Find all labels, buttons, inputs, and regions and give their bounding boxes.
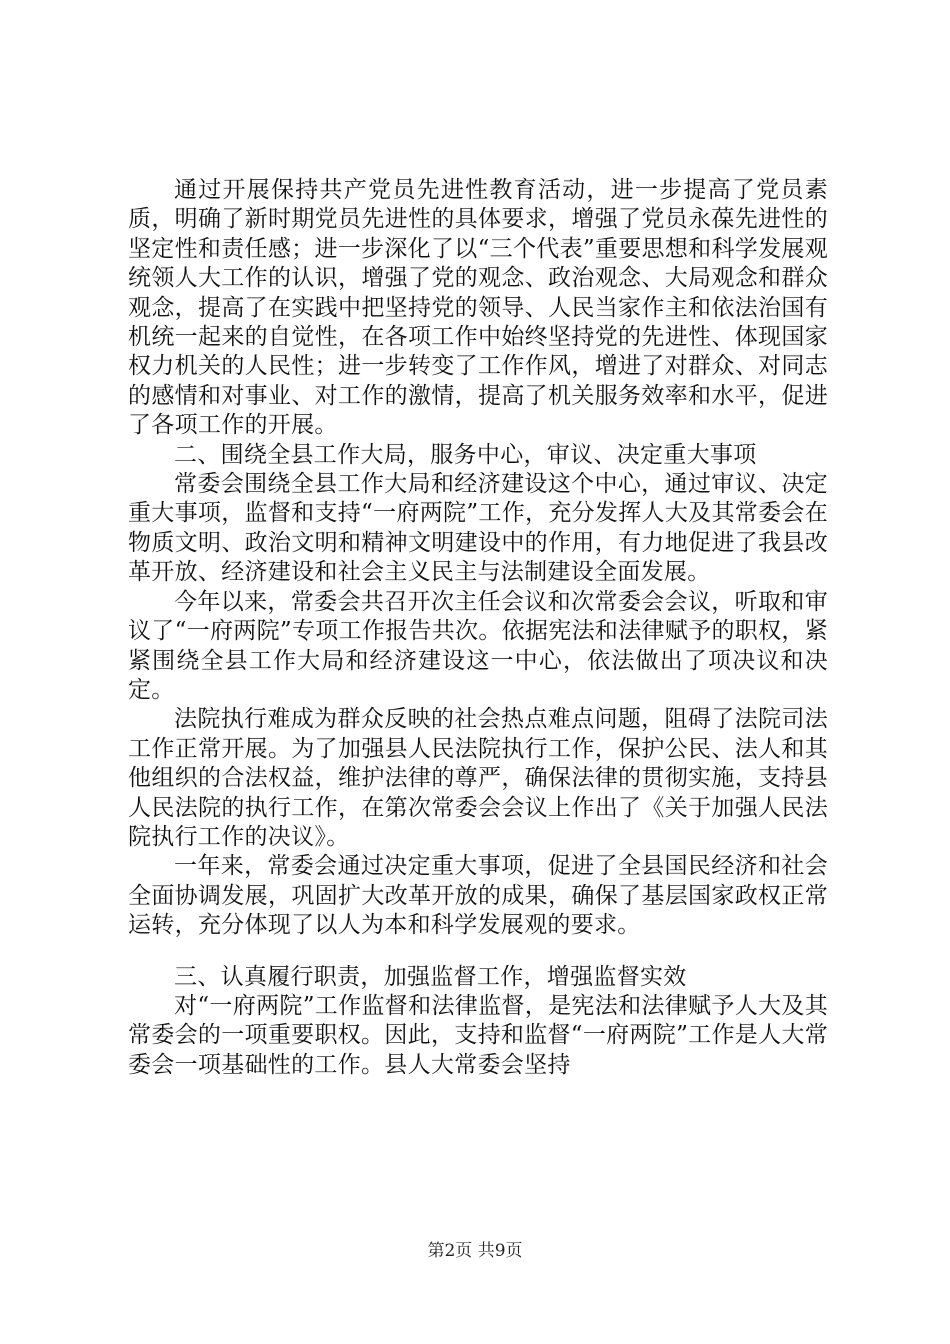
paragraph-meetings: 今年以来，常委会共召开次主任会议和次常委会会议，听取和审议了“一府两院”专项工作报告共次。依据宪法和法律赋予的职权，紧紧围绕全县工作大局和经济建设这一中心，依法做出了项决议和决定。 [128,588,828,703]
paragraph-spacer [128,941,828,963]
paragraph-party-education: 通过开展保持共产党员先进性教育活动，进一步提高了党员素质，明确了新时期党员先进性的具体要求，增强了党员永葆先进性的坚定性和责任感；进一步深化了以“三个代表”重要思想和科学发展观统领人大工作的认识，增强了党的观念、政治观念、大局观念和群众观念，提高了在实践中把坚持党的领导、人民当家作主和依法治国有机统一起来的自觉性，在各项工作中始终坚持党的先进性、体现国家权力机关的人民性；进一步转变了工作作风，增进了对群众、对同志的感情和对事业、对工作的激情，提高了机关服务效率和水平，促进了各项工作的开展。 [128,177,828,439]
section-heading-three: 三、认真履行职责，加强监督工作，增强监督实效 [174,963,687,990]
paragraph-year-summary: 一年来，常委会通过决定重大事项，促进了全县国民经济和社会全面协调发展，巩固扩大改革开放的成果，确保了基层国家政权正常运转，充分体现了以人为本和科学发展观的要求。 [128,853,828,939]
document-body [128,176,828,1080]
paragraph-supervision: 对“一府两院”工作监督和法律监督，是宪法和法律赋予人大及其常委会的一项重要职权。因此，支持和监督“一府两院”工作是人大常委会一项基础性的工作。县人大常委会坚持 [128,992,828,1078]
section-heading-two: 二、围绕全县工作大局，服务中心，审议、决定重大事项 [174,441,757,468]
paragraph-court-enforcement: 法院执行难成为群众反映的社会热点难点问题，阻碍了法院司法工作正常开展。为了加强县人民法院执行工作，保护公民、法人和其他组织的合法权益，维护法律的尊严，确保法律的贯彻实施，支持县人民法院的执行工作，在第次常委会会议上作出了《关于加强人民法院执行工作的决议》。 [128,706,828,850]
paragraph-major-matters: 常委会围绕全县工作大局和经济建设这个中心，通过审议、决定重大事项，监督和支持“一府两院”工作，充分发挥人大及其常委会在物质文明、政治文明和精神文明建设中的作用，有力地促进了我县改革开放、经济建设和社会主义民主与法制建设全面发展。 [128,471,828,586]
page-number-footer: 第2页 共9页 [427,1241,523,1261]
